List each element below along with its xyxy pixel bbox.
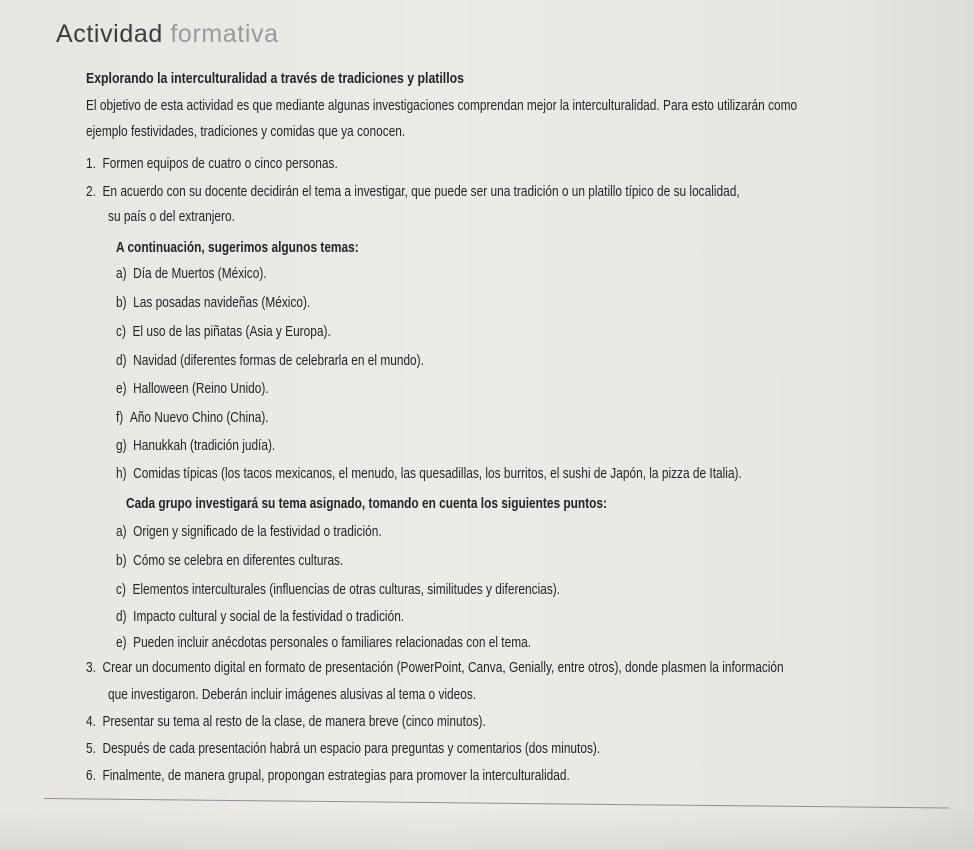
step-text: Presentar su tema al resto de la clase, de manera breve (cinco minutos).: [102, 714, 486, 730]
step-1: [86, 156, 338, 172]
item-text: Halloween (Reino Unido).: [133, 381, 269, 397]
topic-item-g: [116, 438, 275, 454]
point-item-c: [116, 582, 560, 598]
item-text: Hanukkah (tradición judía).: [133, 438, 276, 454]
item-text: Comidas típicas (los tacos mexicanos, el menudo, las quesadillas, los burritos, el sushi de Japón, la pizza de Italia).: [133, 466, 742, 482]
item-letter: f): [116, 410, 124, 426]
point-item-a: [116, 524, 382, 540]
step-text: Crear un documento digital en formato de presentación (PowerPoint, Canva, Genially, entre otros), donde plasmen la información: [102, 660, 784, 676]
step-number: 1.: [86, 156, 96, 172]
item-text: Navidad (diferentes formas de celebrarla en el mundo).: [133, 353, 424, 369]
item-text: Año Nuevo Chino (China).: [129, 410, 269, 426]
topics-heading: A continuación, sugerimos algunos temas:: [116, 240, 359, 256]
item-letter: c): [116, 324, 126, 340]
topic-item-d: [116, 353, 424, 369]
step-number: 5.: [86, 741, 96, 757]
point-item-d: [116, 609, 404, 625]
topic-item-b: [116, 295, 310, 311]
step-3-continuation: que investigaron. Deberán incluir imágenes alusivas al tema o videos.: [108, 687, 477, 703]
bottom-divider: [44, 798, 949, 808]
item-letter: c): [116, 582, 126, 598]
item-letter: a): [116, 524, 127, 540]
point-item-e: [116, 635, 531, 651]
title-word-actividad: Actividad: [56, 20, 163, 48]
activity-subtitle: Explorando la interculturalidad a través de tradiciones y platillos: [86, 70, 464, 87]
step-3: [86, 660, 784, 676]
item-letter: d): [116, 609, 127, 625]
item-letter: h): [116, 466, 127, 482]
step-text: Formen equipos de cuatro o cinco personas.: [102, 156, 338, 172]
intro-line-2: ejemplo festividades, tradiciones y comidas que ya conocen.: [86, 124, 406, 140]
item-letter: e): [116, 381, 127, 397]
step-6: [86, 768, 570, 784]
item-text: Impacto cultural y social de la festividad o tradición.: [133, 609, 405, 625]
title-word-formativa: formativa: [170, 20, 279, 48]
step-text: En acuerdo con su docente decidirán el tema a investigar, que puede ser una tradición o un platillo típico de su localidad,: [102, 184, 740, 200]
page-title: [56, 20, 279, 49]
step-number: 3.: [86, 660, 96, 676]
item-text: El uso de las piñatas (Asia y Europa).: [132, 324, 331, 340]
item-letter: b): [116, 295, 127, 311]
step-number: 2.: [86, 184, 96, 200]
step-number: 6.: [86, 768, 96, 784]
point-item-b: [116, 553, 343, 569]
item-text: Día de Muertos (México).: [133, 266, 267, 282]
item-letter: b): [116, 553, 127, 569]
step-2: [86, 184, 740, 200]
step-4: [86, 714, 486, 730]
step-5: [86, 741, 600, 757]
item-letter: e): [116, 635, 127, 651]
item-text: Origen y significado de la festividad o tradición.: [133, 524, 382, 540]
item-letter: d): [116, 353, 127, 369]
item-text: Cómo se celebra en diferentes culturas.: [133, 553, 344, 569]
intro-line-1: El objetivo de esta actividad es que mediante algunas investigaciones comprendan mejor la interculturalidad. Para esto utilizarán como: [86, 98, 798, 114]
page-shadow: [0, 810, 974, 850]
topic-item-h: [116, 466, 742, 482]
topic-item-f: [116, 410, 269, 426]
step-number: 4.: [86, 714, 96, 730]
item-text: Elementos interculturales (influencias de otras culturas, similitudes y diferencias).: [132, 582, 561, 598]
topic-item-e: [116, 381, 269, 397]
item-letter: a): [116, 266, 127, 282]
item-letter: g): [116, 438, 127, 454]
step-text: Después de cada presentación habrá un espacio para preguntas y comentarios (dos minutos).: [102, 741, 601, 757]
step-text: Finalmente, de manera grupal, propongan estrategias para promover la interculturalidad.: [102, 768, 570, 784]
step-2-continuation: su país o del extranjero.: [108, 209, 235, 225]
item-text: Las posadas navideñas (México).: [133, 295, 311, 311]
item-text: Pueden incluir anécdotas personales o familiares relacionadas con el tema.: [133, 635, 532, 651]
topic-item-a: [116, 266, 267, 282]
points-heading: Cada grupo investigará su tema asignado, tomando en cuenta los siguientes puntos:: [126, 496, 607, 512]
topic-item-c: [116, 324, 331, 340]
